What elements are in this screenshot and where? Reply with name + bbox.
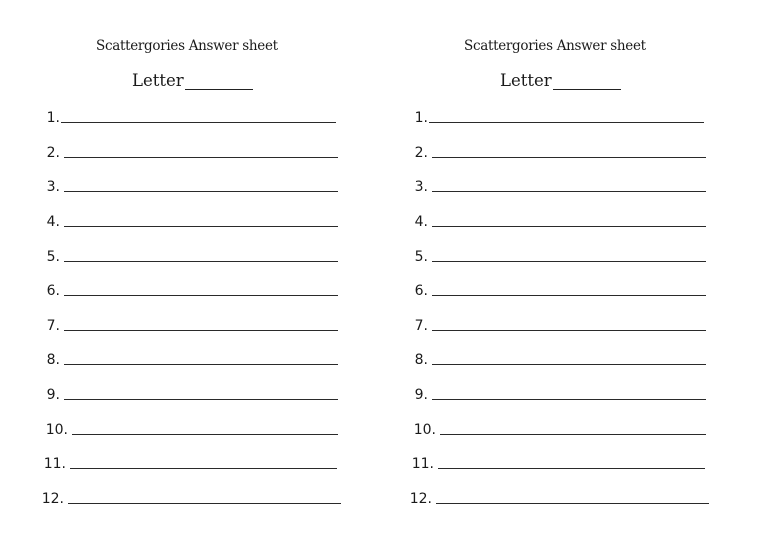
answer-line[interactable] (64, 329, 338, 331)
answer-number: 5. (46, 249, 60, 265)
answer-line[interactable] (68, 502, 341, 504)
letter-field (132, 71, 253, 90)
answer-row (0, 418, 338, 438)
answer-number: 9. (414, 387, 428, 403)
answer-row (368, 348, 706, 368)
sheet-title: Scattergories Answer sheet (96, 38, 278, 54)
answer-line[interactable] (64, 190, 338, 192)
answer-row (368, 175, 706, 195)
answer-number: 4. (46, 214, 60, 230)
answer-line[interactable] (432, 156, 706, 158)
answer-number: 4. (414, 214, 428, 230)
answer-number: 10. (413, 422, 436, 438)
answer-line[interactable] (432, 260, 706, 262)
answer-line[interactable] (432, 398, 706, 400)
answer-number: 12. (409, 491, 432, 507)
answer-line[interactable] (70, 467, 337, 469)
answer-row (368, 418, 706, 438)
answer-row (368, 210, 706, 230)
answer-row (368, 106, 704, 126)
answer-line[interactable] (64, 156, 338, 158)
answer-row (0, 245, 338, 265)
answer-row (0, 348, 338, 368)
answer-line[interactable] (432, 329, 706, 331)
answer-number: 2. (414, 145, 428, 161)
answer-number: 11. (411, 456, 434, 472)
answer-line[interactable] (64, 260, 338, 262)
answer-line[interactable] (64, 294, 338, 296)
answer-line[interactable] (438, 467, 705, 469)
answer-number: 8. (46, 352, 60, 368)
answer-number: 5. (414, 249, 428, 265)
answer-number: 12. (41, 491, 64, 507)
answer-row (0, 210, 338, 230)
answer-row (368, 314, 706, 334)
answer-number: 7. (414, 318, 428, 334)
answer-number: 3. (46, 179, 60, 195)
answer-number: 1. (46, 110, 60, 126)
letter-field (500, 71, 621, 90)
answer-line[interactable] (64, 398, 338, 400)
letter-blank[interactable] (553, 75, 621, 90)
answer-line[interactable] (72, 433, 338, 435)
answer-line[interactable] (432, 363, 706, 365)
answer-line[interactable] (436, 502, 709, 504)
answer-line[interactable] (64, 225, 338, 227)
answer-row (0, 314, 338, 334)
answer-number: 6. (46, 283, 60, 299)
answer-number: 2. (46, 145, 60, 161)
answer-line[interactable] (432, 190, 706, 192)
answer-number: 6. (414, 283, 428, 299)
answer-row (368, 383, 706, 403)
letter-label: Letter (132, 71, 184, 90)
answer-row (0, 383, 338, 403)
answer-row (368, 487, 709, 507)
answer-row (0, 175, 338, 195)
letter-blank[interactable] (185, 75, 253, 90)
answer-sheet-right (368, 0, 752, 555)
answer-line[interactable] (432, 225, 706, 227)
sheet-title: Scattergories Answer sheet (464, 38, 646, 54)
answer-row (368, 141, 706, 161)
answer-row (368, 279, 706, 299)
answer-number: 3. (414, 179, 428, 195)
answer-number: 10. (45, 422, 68, 438)
answer-row (368, 452, 705, 472)
answer-line[interactable] (429, 121, 704, 123)
answer-row (368, 245, 706, 265)
answer-line[interactable] (440, 433, 706, 435)
answer-row (0, 487, 341, 507)
answer-row (0, 279, 338, 299)
answer-row (0, 106, 336, 126)
answer-number: 8. (414, 352, 428, 368)
answer-line[interactable] (61, 121, 336, 123)
answer-number: 9. (46, 387, 60, 403)
answer-line[interactable] (432, 294, 706, 296)
answer-row (0, 452, 337, 472)
answer-number: 7. (46, 318, 60, 334)
answer-number: 1. (414, 110, 428, 126)
answer-number: 11. (43, 456, 66, 472)
answer-row (0, 141, 338, 161)
answer-line[interactable] (64, 363, 338, 365)
letter-label: Letter (500, 71, 552, 90)
